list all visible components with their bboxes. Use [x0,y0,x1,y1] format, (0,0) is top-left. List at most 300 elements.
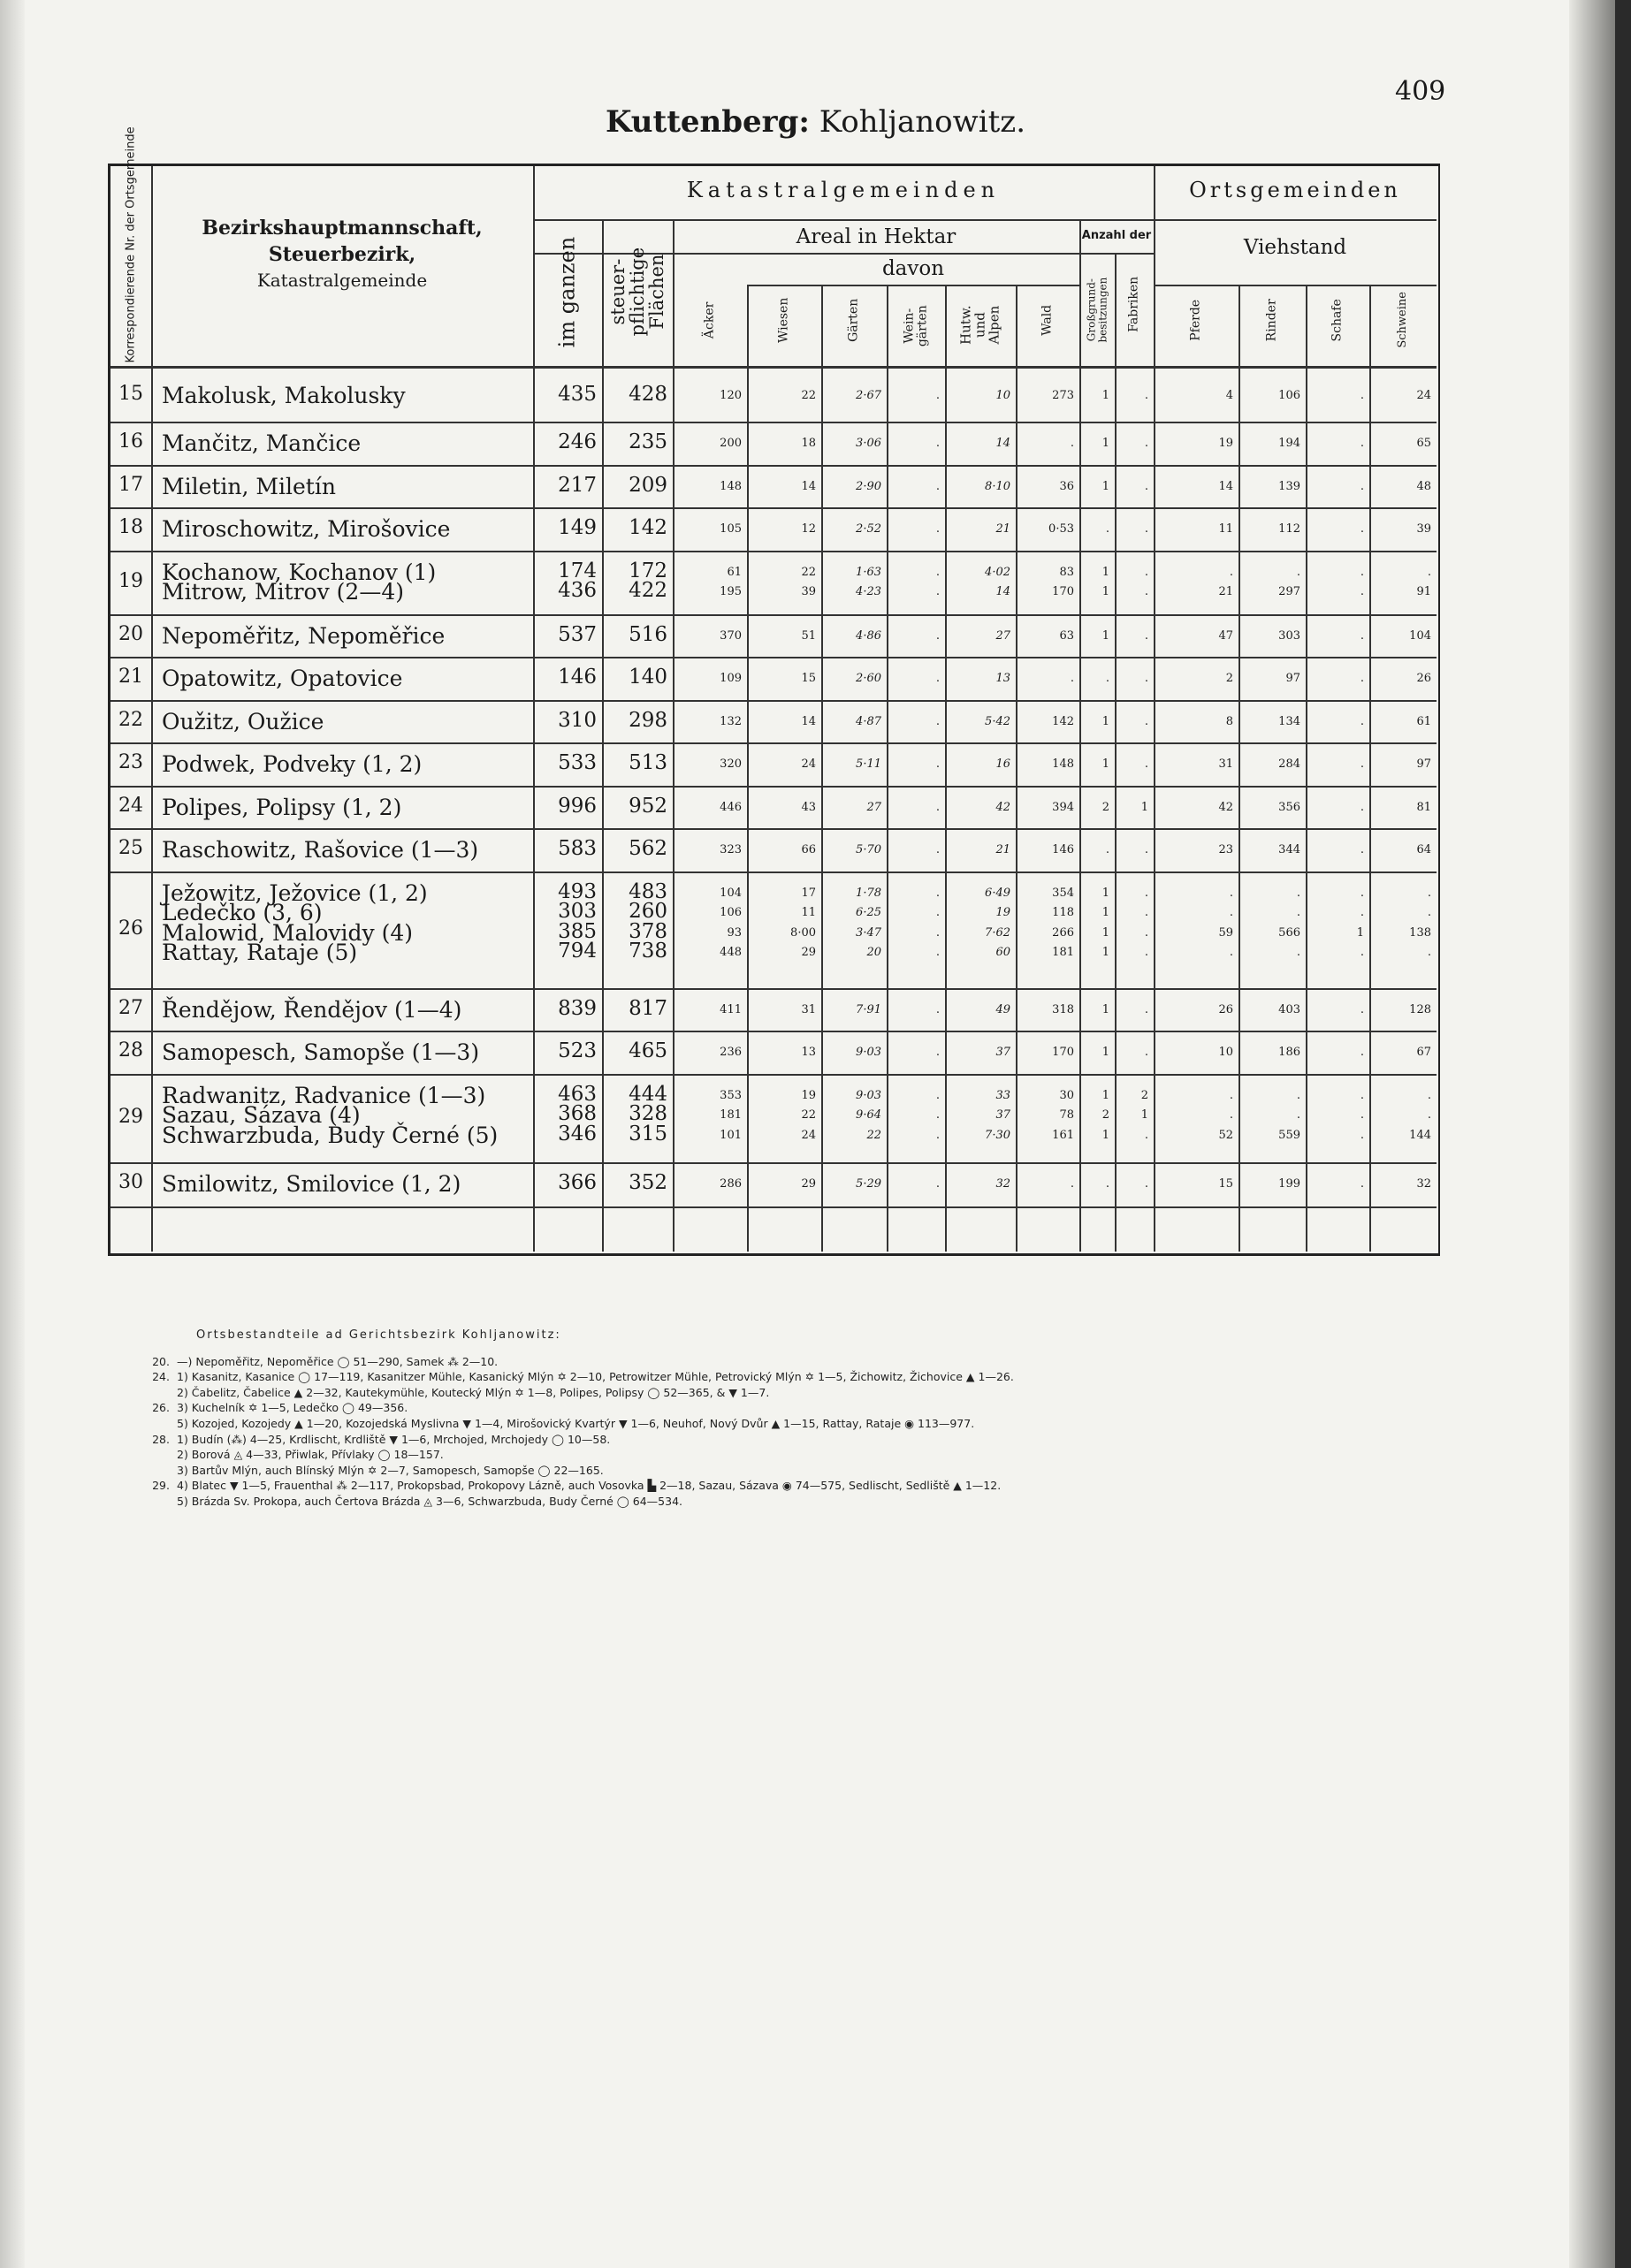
cell-rinder: 303 [1278,628,1300,643]
cell-rinder: . [1296,946,1300,959]
cell-fabr: . [1144,925,1148,940]
cell-schafe: . [1360,906,1364,919]
cell-wein: . [935,585,940,598]
cell-rinder: . [1296,1108,1300,1122]
hutweiden-header-line: Hutw. [957,305,974,346]
cell-wiesen: 22 [801,1108,816,1122]
row-number: 21 [118,666,143,689]
cell-fabr: . [1144,906,1148,919]
row-number: 17 [118,473,143,496]
cell-schafe: . [1360,886,1364,900]
cell-ganz: 246 [558,430,597,454]
place-name: Miletin, Miletín [162,473,336,499]
cell-gaerten: 2·52 [856,522,881,537]
fabriken-header: Fabriken [1126,276,1141,332]
cell-gross: 1 [1101,389,1109,402]
footnote-line [131,1447,1439,1463]
cell-wald: 148 [1052,757,1074,772]
cell-schafe: . [1360,1002,1364,1016]
row-rule [111,1162,1437,1164]
cell-schafe: . [1360,1108,1364,1122]
cell-acker: 132 [720,714,742,728]
cell-pferde: 15 [1218,1176,1233,1191]
cell-steuer: 260 [629,900,667,923]
cell-wald: 354 [1052,886,1074,900]
cell-schweine: 64 [1416,843,1431,857]
footnote-text: 2) Borová ◬ 4—33, Přiwlak, Přívlaky ◯ 18—157. [177,1448,444,1462]
cell-schafe: . [1360,585,1364,598]
cell-ganz: 794 [558,940,597,963]
cell-gaerten: 3·06 [856,437,881,451]
grossgrund-header-line: besitzungen [1096,277,1109,343]
cell-wald: . [1070,437,1074,451]
cell-gross: 1 [1101,906,1109,919]
footnote-text: 2) Čabelitz, Čabelice ▲ 2—32, Kautekymühle, Koutecký Mlýn ✡ 1—8, Polipes, Polipsy ◯ 52—365, & ▼ 1—7. [177,1385,770,1399]
cell-hutw: 49 [995,1002,1010,1016]
cell-hutw: 8·10 [985,479,1010,493]
cell-ganz: 146 [558,666,597,689]
row-rule [111,828,1437,830]
cell-wiesen: 19 [801,1088,816,1102]
cell-schweine: 81 [1416,800,1431,814]
cell-gross: 1 [1101,585,1109,598]
footnote-line [131,1478,1439,1494]
cell-acker: 148 [720,479,742,493]
row-rule [111,786,1437,788]
cell-fabr: . [1144,437,1148,451]
cell-acker: 236 [720,1046,742,1060]
cell-ganz: 523 [558,1039,597,1063]
cell-acker: 411 [720,1002,742,1016]
cell-gaerten: 20 [866,946,881,959]
cell-pferde: . [1229,1088,1233,1102]
cell-pferde: 31 [1218,757,1233,772]
cell-wein: . [935,886,940,900]
cell-acker: 120 [720,389,742,402]
cell-hutw: 32 [995,1176,1010,1191]
cell-ganz: 583 [558,837,597,861]
cell-acker: 353 [720,1088,742,1102]
cell-fabr: 2 [1140,1088,1148,1102]
cell-wald: 142 [1052,714,1074,728]
cell-ganz: 435 [558,383,597,406]
row-rule [111,422,1437,423]
row-rule [111,700,1437,702]
cell-wiesen: 15 [801,672,816,686]
cell-rinder: 566 [1278,925,1300,940]
cell-wald: 181 [1052,946,1074,959]
wald-header: Wald [1040,304,1055,336]
cell-ganz: 346 [558,1122,597,1145]
cell-acker: 286 [720,1176,742,1191]
cell-wald: 83 [1059,565,1074,579]
im-ganzen-header: im ganzen [554,236,580,348]
cell-wiesen: 14 [801,714,816,728]
page-edge-left [0,0,25,2268]
cell-gross: 1 [1101,1046,1109,1060]
cell-acker: 93 [727,925,742,940]
cell-gaerten: 22 [866,1128,881,1142]
cell-hutw: 33 [995,1088,1010,1102]
place-name: Nepoměřitz, Nepoměřice [162,622,446,649]
cell-rinder: 97 [1285,672,1300,686]
cell-gross: 1 [1101,1088,1109,1102]
cell-rinder: 403 [1278,1002,1300,1016]
row-number: 15 [118,383,143,405]
cell-gaerten: 1·63 [856,565,881,579]
cell-wald: 30 [1059,1088,1074,1102]
footnote-line [131,1400,1439,1416]
grossgrund-header [1086,254,1108,365]
place-name: Kochanow, Kochanov (1) [162,559,437,585]
cell-steuer: 428 [629,383,667,406]
cell-gross: 1 [1101,714,1109,728]
cell-wiesen: 22 [801,565,816,579]
cell-gross: 1 [1101,925,1109,940]
cell-schafe: . [1360,1128,1364,1142]
cell-fabr: . [1144,565,1148,579]
davon-header: davon [881,257,945,280]
cell-wein: . [935,1088,940,1102]
footnote-text: 5) Kozojed, Kozojedy ▲ 1—20, Kozojedská Myslivna ▼ 1—4, Mirošovický Kvartýr ▼ 1—6, Neuhof, Nový Dvůr ▲ 1—15, Rattay, Rataje ◉ 113—977. [177,1416,975,1430]
cell-schweine: 32 [1416,1176,1431,1191]
cell-fabr: . [1144,886,1148,900]
cell-schweine: 61 [1416,714,1431,728]
cell-steuer: 352 [629,1170,667,1194]
row-rule [111,742,1437,744]
cell-ganz: 310 [558,708,597,732]
cell-schafe: 1 [1356,925,1364,940]
district-header-line: Steuerbezirk, [268,243,416,267]
cell-rinder: 139 [1278,479,1300,493]
cell-steuer: 738 [629,940,667,963]
row-number: 19 [118,569,143,592]
cell-gaerten: 2·60 [856,672,881,686]
steuerpflichtige-header-line: steuer- [606,259,629,325]
row-number: 18 [118,516,143,539]
cell-schafe: . [1360,1088,1364,1102]
place-name: Ledečko (3, 6) [162,900,323,925]
weingaerten-header [903,285,928,365]
cell-schweine: 144 [1409,1128,1431,1142]
footnote-text: 4) Blatec ▼ 1—5, Frauenthal ⁂ 2—117, Prokopsbad, Prokopovy Lázně, auch Vosovka ▙ 2—18, Sazau, Sázava ◉ 74—575, Sedlischt, Sedliště ▲ 1—12. [177,1479,1002,1493]
cell-acker: 195 [720,585,742,598]
cell-fabr: . [1144,672,1148,686]
footnote-key: 20. [152,1354,170,1368]
cell-pferde: 59 [1218,925,1233,940]
cell-fabr: . [1144,1128,1148,1142]
cell-gaerten: 5·29 [856,1176,881,1191]
cell-hutw: 14 [995,585,1010,598]
cell-schafe: . [1360,672,1364,686]
cell-schafe: . [1360,479,1364,493]
cell-pferde: 23 [1218,843,1233,857]
cell-schafe: . [1360,437,1364,451]
place-name: Opatowitz, Opatovice [162,666,403,692]
footnotes [131,1328,1439,1510]
cell-hutw: 37 [995,1046,1010,1060]
cell-schweine: 48 [1416,479,1431,493]
row-number: 25 [118,837,143,860]
cell-acker: 61 [727,565,742,579]
page-edge-dark [1615,0,1631,2268]
cell-wein: . [935,843,940,857]
cell-steuer: 513 [629,751,667,775]
place-name: Rattay, Rataje (5) [162,940,358,965]
cell-wein: . [935,1128,940,1142]
cell-wald: . [1070,1176,1074,1191]
cell-wald: 146 [1052,843,1074,857]
place-name: Makolusk, Makolusky [162,383,406,408]
place-name: Radwanitz, Radvanice (1—3) [162,1082,486,1108]
cell-hutw: 27 [995,628,1010,643]
cell-rinder: 134 [1278,714,1300,728]
footnote-text: 1) Budín (⁂) 4—25, Krdlischt, Krdliště ▼ 1—6, Mrchojed, Mrchojedy ◯ 10—58. [177,1432,611,1446]
row-rule [111,657,1437,658]
footnote-key: 28. [152,1432,170,1446]
cell-wein: . [935,565,940,579]
cell-wein: . [935,946,940,959]
place-name: Raschowitz, Rašovice (1—3) [162,837,479,864]
hutweiden-header-line: Alpen [985,305,1002,345]
cell-wiesen: 8·00 [790,925,816,940]
cell-rinder: 186 [1278,1046,1300,1060]
cell-acker: 104 [720,886,742,900]
row-number: 30 [118,1170,143,1193]
row-rule [111,1074,1437,1076]
cell-gross: . [1105,1176,1109,1191]
steuerpflichtige-header [608,219,667,364]
cell-hutw: 42 [995,800,1010,814]
place-name: Miroschowitz, Mirošovice [162,516,451,543]
row-rule [111,871,1437,873]
cell-gross: . [1105,843,1109,857]
cell-pferde: . [1229,886,1233,900]
cell-wiesen: 14 [801,479,816,493]
cell-gross: 1 [1101,479,1109,493]
cell-wiesen: 13 [801,1046,816,1060]
cell-wiesen: 66 [801,843,816,857]
cell-gross: 2 [1101,800,1109,814]
cell-wiesen: 12 [801,522,816,537]
row-number: 16 [118,430,143,453]
cell-pferde: 19 [1218,437,1233,451]
cell-acker: 101 [720,1128,742,1142]
wiesen-header: Wiesen [776,297,791,344]
cell-schafe: . [1360,843,1364,857]
footnote-line [131,1354,1439,1370]
cell-acker: 105 [720,522,742,537]
cell-schafe: . [1360,628,1364,643]
header-rule [111,366,1437,369]
district-header-line: Katastralgemeinde [256,270,428,292]
hutweiden-header-line: und [972,312,988,339]
cell-steuer: 142 [629,516,667,540]
cell-gaerten: 6·25 [856,906,881,919]
cell-schafe: . [1360,1046,1364,1060]
cell-pferde: 42 [1218,800,1233,814]
cell-wein: . [935,1108,940,1122]
cell-wiesen: 22 [801,389,816,402]
footnote-line [131,1369,1439,1385]
rinder-header: Rinder [1264,299,1279,342]
cell-wald: 118 [1052,906,1074,919]
cell-steuer: 328 [629,1102,667,1125]
cell-pferde: 2 [1225,672,1233,686]
cell-acker: 106 [720,906,742,919]
cell-schafe: . [1360,389,1364,402]
row-number: 27 [118,996,143,1019]
cell-rinder: 559 [1278,1128,1300,1142]
cell-acker: 181 [720,1108,742,1122]
cell-acker: 200 [720,437,742,451]
cell-pferde: . [1229,946,1233,959]
steuerpflichtige-header-line: Flächen [646,254,668,330]
cell-hutw: 60 [995,946,1010,959]
cell-hutw: 16 [995,757,1010,772]
cell-schweine: 67 [1416,1046,1431,1060]
cell-wald: 0·53 [1048,522,1074,537]
cell-steuer: 209 [629,473,667,497]
cell-gross: 1 [1101,946,1109,959]
cell-wiesen: 51 [801,628,816,643]
cell-wein: . [935,714,940,728]
cell-fabr: . [1144,585,1148,598]
cell-gaerten: 3·47 [856,925,881,940]
cell-steuer: 817 [629,996,667,1020]
cell-wein: . [935,522,940,537]
footnote-line [131,1463,1439,1479]
cell-wein: . [935,906,940,919]
row-rule [111,988,1437,990]
page-title: Kuttenberg: Kohljanowitz. [605,104,1025,140]
footnote-line [131,1432,1439,1448]
footnote-line [131,1416,1439,1432]
cell-steuer: 298 [629,708,667,732]
cell-ganz: 366 [558,1170,597,1194]
cell-schweine: 138 [1409,925,1431,940]
cell-wiesen: 39 [801,585,816,598]
place-name: Řendějow, Řendějov (1—4) [162,996,462,1023]
areal-header: Areal in Hektar [796,225,956,248]
cell-gaerten: 4·87 [856,714,881,728]
cell-hutw: 4·02 [985,565,1010,579]
cell-gaerten: 9·64 [856,1108,881,1122]
cell-pferde: 47 [1218,628,1233,643]
footnote-text: 1) Kasanitz, Kasanice ◯ 17—119, Kasanitzer Mühle, Kasanický Mlýn ✡ 2—10, Petrowitzer Mühle, Petrovický Mlýn ✡ 1—5, Žichowitz, Žichovice ▲ 1—26. [177,1370,1014,1384]
cell-acker: 446 [720,800,742,814]
cell-wein: . [935,1176,940,1191]
cell-schweine: . [1427,946,1431,959]
cell-ganz: 368 [558,1102,597,1125]
cell-fabr: 1 [1140,800,1148,814]
cell-schweine: 104 [1409,628,1431,643]
cell-wein: . [935,628,940,643]
cell-gross: 2 [1101,1108,1109,1122]
cell-fabr: . [1144,1176,1148,1191]
row-number: 20 [118,622,143,645]
cell-wiesen: 17 [801,886,816,900]
ortsgemeinden-header: Ortsgemeinden [1189,178,1401,202]
cell-ganz: 174 [558,559,597,582]
cell-acker: 448 [720,946,742,959]
cell-rinder: 199 [1278,1176,1300,1191]
cell-ganz: 463 [558,1082,597,1106]
cell-hutw: 21 [995,522,1010,537]
cell-schweine: . [1427,1088,1431,1102]
cell-schweine: 39 [1416,522,1431,537]
cell-rinder: 284 [1278,757,1300,772]
cell-gaerten: 4·86 [856,628,881,643]
cell-gross: . [1105,522,1109,537]
cell-schweine: 65 [1416,437,1431,451]
footnotes-heading: Ortsbestandteile ad Gerichtsbezirk Kohljanowitz: [196,1328,561,1342]
footnote-line [131,1385,1439,1401]
cell-schweine: . [1427,1108,1431,1122]
cell-gross: 1 [1101,628,1109,643]
cell-acker: 323 [720,843,742,857]
cell-rinder: 356 [1278,800,1300,814]
weingaerten-header-line: gärten [915,304,929,346]
place-name: Oužitz, Oužice [162,708,324,734]
grossgrund-header-line: Großgrund- [1085,278,1098,341]
cell-wein: . [935,800,940,814]
column-rule [1115,255,1117,1252]
cell-wiesen: 31 [801,1002,816,1016]
cell-wiesen: 24 [801,757,816,772]
cell-acker: 370 [720,628,742,643]
cell-hutw: 13 [995,672,1010,686]
header-rule [533,219,1437,221]
cell-pferde: 8 [1225,714,1233,728]
cell-pferde: 52 [1218,1128,1233,1142]
cell-gross: 1 [1101,565,1109,579]
cell-gaerten: 4·23 [856,585,881,598]
cell-pferde: . [1229,565,1233,579]
schweine-header: Schweine [1396,292,1410,348]
district-header-line: Bezirkshauptmannschaft, [202,217,483,240]
cell-ganz: 303 [558,900,597,923]
cell-wein: . [935,479,940,493]
cell-fabr: 1 [1140,1108,1148,1122]
cell-wein: . [935,1002,940,1016]
place-name: Samopesch, Samopše (1—3) [162,1039,480,1066]
cell-schafe: . [1360,757,1364,772]
cell-ganz: 533 [558,751,597,775]
cell-schafe: . [1360,946,1364,959]
cell-wiesen: 43 [801,800,816,814]
cell-pferde: 21 [1218,585,1233,598]
cell-wald: 170 [1052,1046,1074,1060]
cell-pferde: . [1229,1108,1233,1122]
cell-schweine: 128 [1409,1002,1431,1016]
cell-schafe: . [1360,1176,1364,1191]
cell-wald: 161 [1052,1128,1074,1142]
cell-ganz: 436 [558,579,597,602]
row-rule [111,614,1437,616]
cell-wein: . [935,925,940,940]
cell-wiesen: 18 [801,437,816,451]
row-number: 24 [118,794,143,817]
cell-steuer: 465 [629,1039,667,1063]
cell-gross: 1 [1101,1002,1109,1016]
cell-rinder: . [1296,1088,1300,1102]
place-name: Malowid, Malovidy (4) [162,919,413,946]
cell-schafe: . [1360,565,1364,579]
cell-ganz: 996 [558,794,597,818]
cell-gaerten: 9·03 [856,1088,881,1102]
pferde-header: Pferde [1188,299,1203,341]
